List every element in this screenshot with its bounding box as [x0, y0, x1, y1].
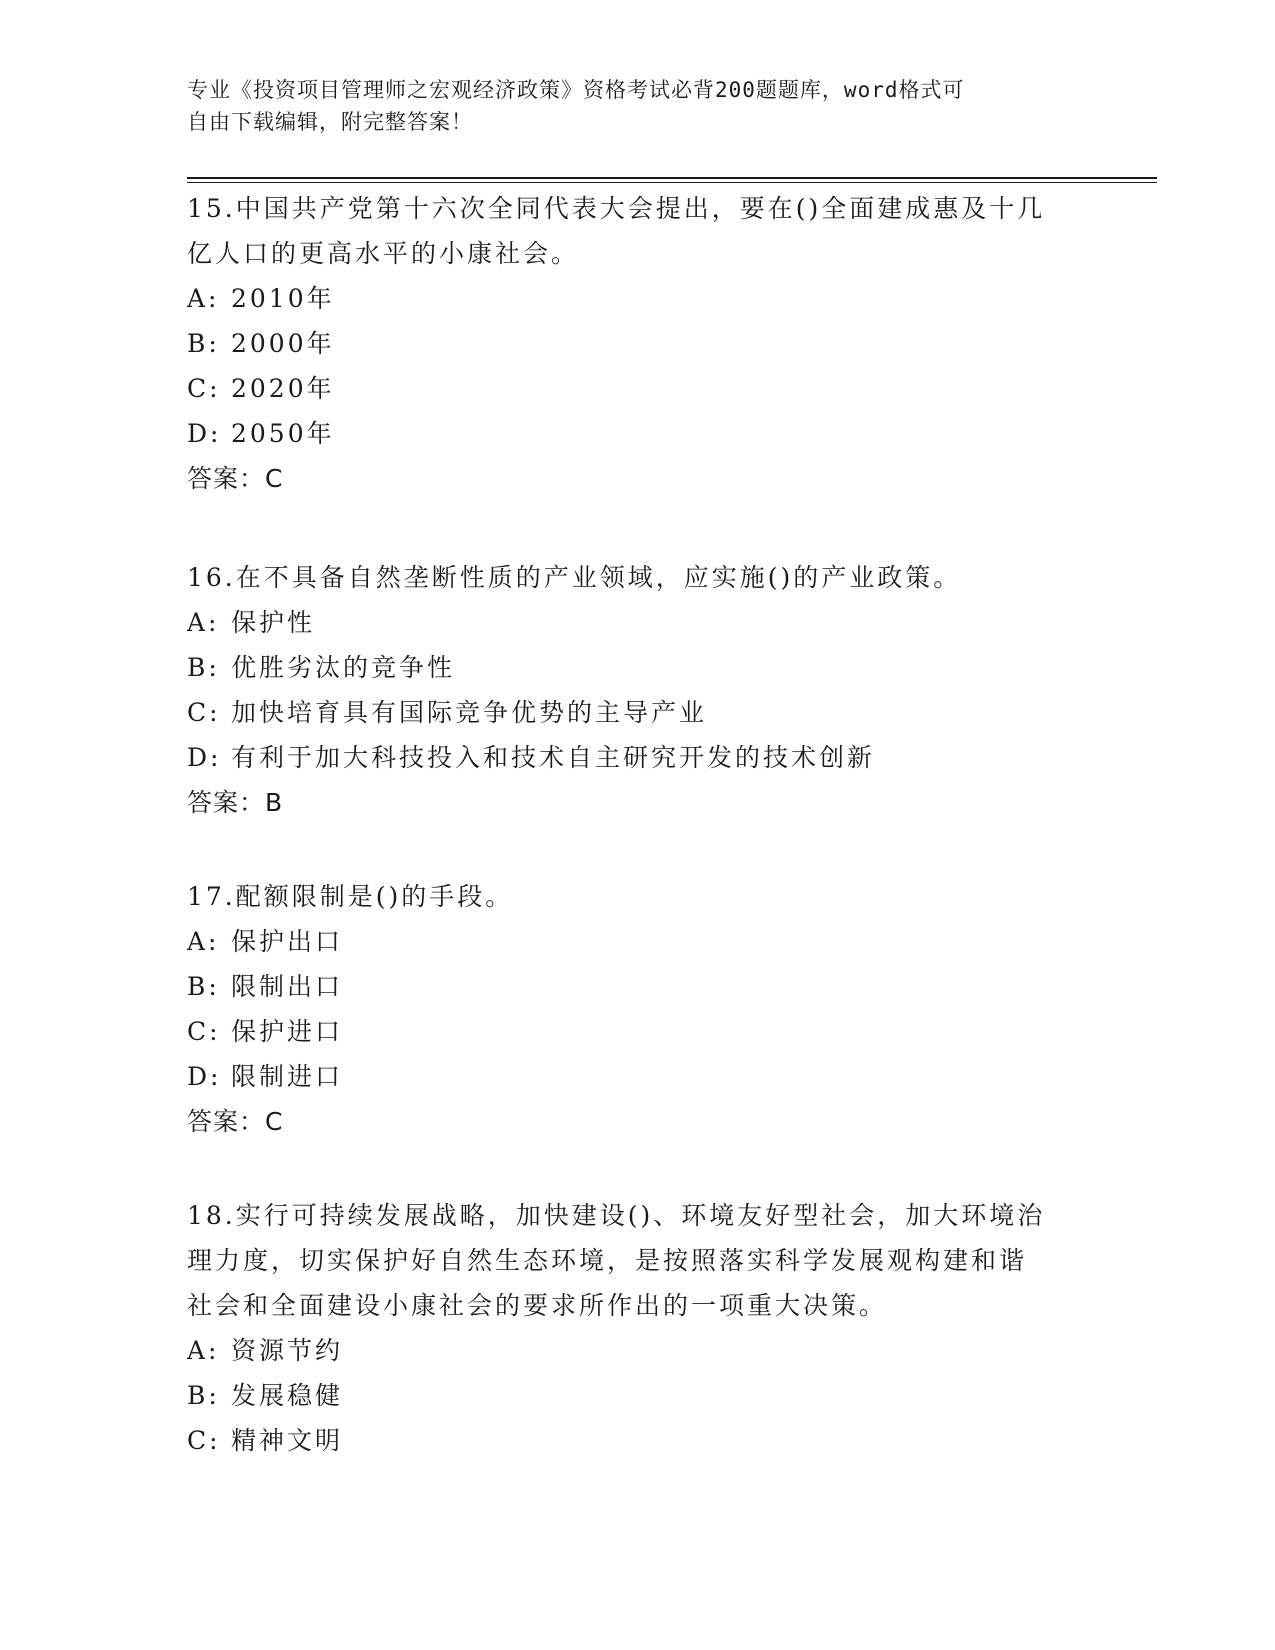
- option-letter: B:: [187, 972, 220, 1001]
- question-text: [187, 874, 1087, 919]
- option-b: [187, 964, 1087, 1009]
- question-text: [187, 555, 1087, 600]
- option-text: 2000年: [231, 329, 335, 358]
- header-divider-thick: [187, 177, 1157, 179]
- option-text: 2020年: [231, 374, 335, 403]
- question-17: [187, 874, 1087, 1144]
- option-letter: A:: [187, 927, 220, 956]
- option-text: 限制进口: [231, 1062, 344, 1091]
- header-line-1: 专业《投资项目管理师之宏观经济政策》资格考试必背200题题库，word格式可: [187, 78, 965, 102]
- option-letter: C:: [187, 374, 221, 403]
- question-15: [187, 186, 1087, 501]
- option-text: 限制出口: [231, 972, 344, 1001]
- option-text: 有利于加大科技投入和技术自主研究开发的技术创新: [231, 743, 876, 772]
- answer-line: 答案：C: [187, 464, 284, 493]
- question-text: [187, 186, 1087, 276]
- option-c: [187, 690, 1087, 735]
- option-c: [187, 1418, 1087, 1463]
- option-d: [187, 735, 1087, 780]
- option-c: [187, 366, 1087, 411]
- header-line-2: 自由下载编辑，附完整答案！: [187, 110, 473, 134]
- question-text-line: 社会和全面建设小康社会的要求所作出的一项重大决策。: [187, 1291, 888, 1320]
- header-divider-thin: [187, 182, 1157, 183]
- document-header: [187, 74, 1067, 138]
- option-b: [187, 645, 1087, 690]
- option-d: [187, 411, 1087, 456]
- answer-line: 答案：B: [187, 788, 284, 817]
- option-text: 保护进口: [231, 1017, 344, 1046]
- question-16: [187, 555, 1087, 825]
- option-text: 优胜劣汰的竞争性: [231, 653, 456, 682]
- option-a: [187, 1328, 1087, 1373]
- option-text: 加快培育具有国际竞争优势的主导产业: [231, 698, 708, 727]
- question-text-line: 17.配额限制是()的手段。: [187, 882, 514, 911]
- option-letter: C:: [187, 1426, 221, 1455]
- answer-line: 答案：C: [187, 1107, 284, 1136]
- option-letter: A:: [187, 284, 220, 313]
- option-letter: D:: [187, 743, 222, 772]
- option-a: [187, 919, 1087, 964]
- question-text-line: 16.在不具备自然垄断性质的产业领域，应实施()的产业政策。: [187, 563, 962, 592]
- option-d: [187, 1054, 1087, 1099]
- question-text-line: 18.实行可持续发展战略，加快建设()、环境友好型社会，加大环境治: [187, 1201, 1046, 1230]
- option-a: [187, 276, 1087, 321]
- option-letter: B:: [187, 1381, 220, 1410]
- option-letter: C:: [187, 1017, 221, 1046]
- option-text: 保护性: [231, 608, 316, 637]
- option-text: 资源节约: [231, 1336, 344, 1365]
- option-letter: C:: [187, 698, 221, 727]
- option-letter: B:: [187, 329, 220, 358]
- option-text: 2050年: [231, 419, 335, 448]
- option-letter: A:: [187, 608, 220, 637]
- option-text: 精神文明: [231, 1426, 344, 1455]
- option-text: 2010年: [231, 284, 335, 313]
- option-b: [187, 1373, 1087, 1418]
- option-b: [187, 321, 1087, 366]
- option-a: [187, 600, 1087, 645]
- option-letter: B:: [187, 653, 220, 682]
- question-text: [187, 1193, 1087, 1328]
- option-letter: D:: [187, 1062, 222, 1091]
- option-text: 保护出口: [231, 927, 344, 956]
- question-text-line: 理力度，切实保护好自然生态环境，是按照落实科学发展观构建和谐: [187, 1246, 1028, 1275]
- option-letter: A:: [187, 1336, 220, 1365]
- question-text-line: 亿人口的更高水平的小康社会。: [187, 239, 580, 268]
- question-text-line: 15.中国共产党第十六次全同代表大会提出，要在()全面建成惠及十几: [187, 194, 1046, 223]
- question-18: [187, 1193, 1087, 1463]
- option-c: [187, 1009, 1087, 1054]
- option-text: 发展稳健: [231, 1381, 344, 1410]
- option-letter: D:: [187, 419, 222, 448]
